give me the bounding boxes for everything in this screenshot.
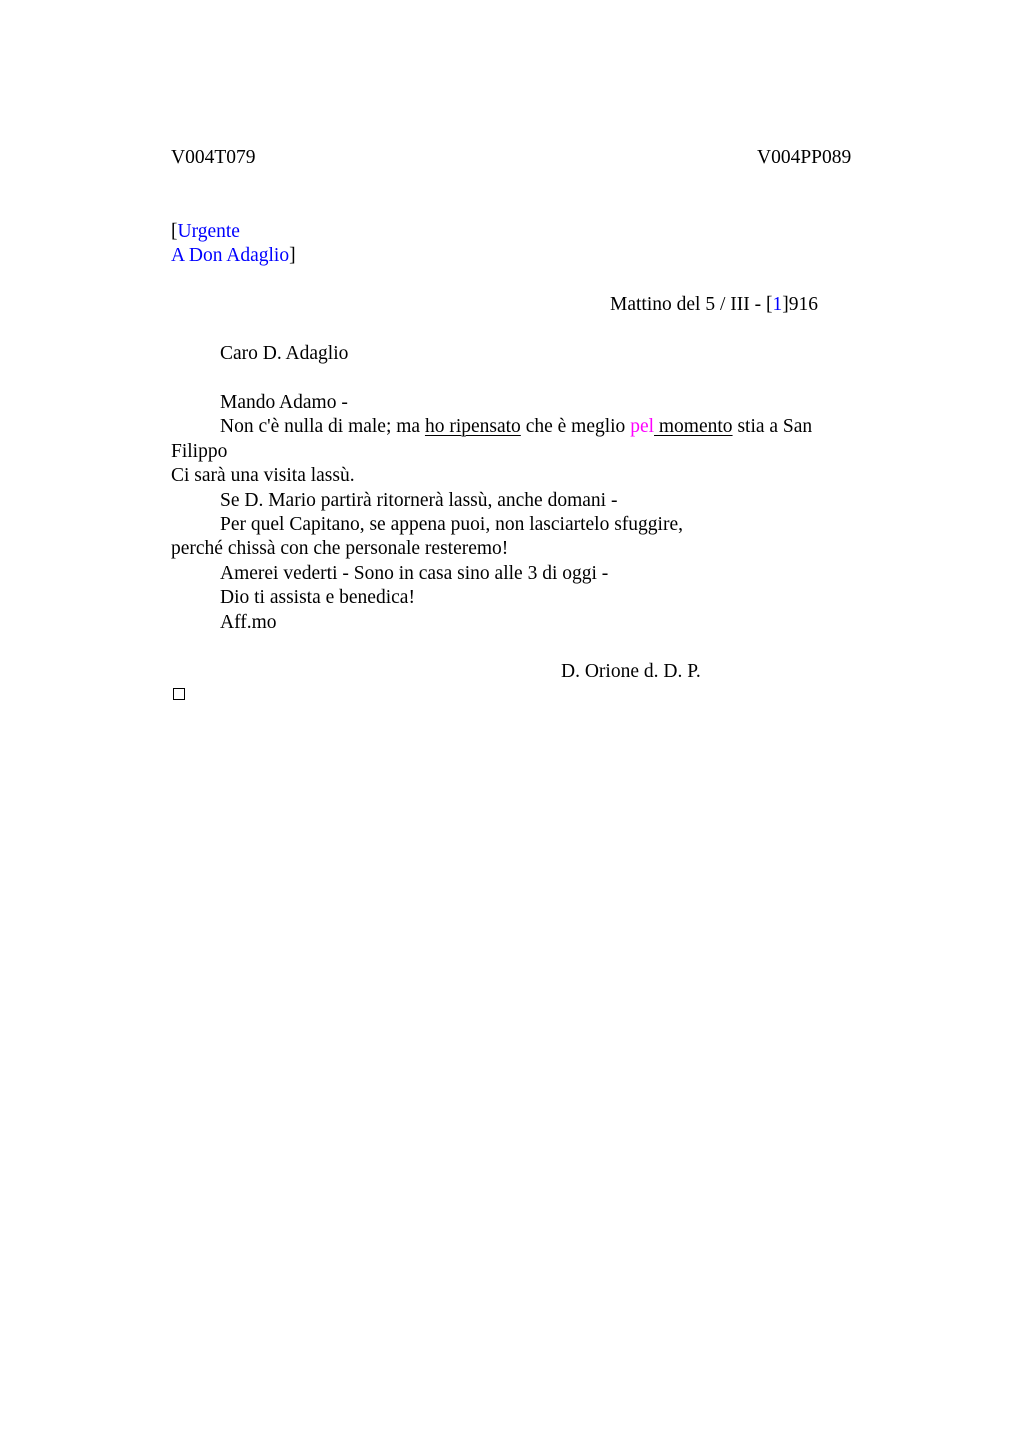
- letter-line-2: [220, 415, 812, 439]
- dateline: [610, 293, 818, 317]
- line2-text-f: stia a San: [732, 416, 813, 437]
- line2-underlined-a: ho ripensato: [424, 416, 521, 437]
- dateline-century-digit: 1: [772, 294, 783, 315]
- letter-line-3: Filippo: [171, 441, 228, 462]
- volume-code-right: V004PP089: [757, 147, 852, 168]
- dateline-suffix: ]916: [782, 294, 818, 315]
- letter-line-9: Dio ti assista e benedica!: [220, 587, 415, 608]
- volume-code-left: V004T079: [171, 147, 256, 168]
- letter-line-5: Se D. Mario partirà ritornerà lassù, anche domani -: [220, 490, 618, 511]
- dateline-prefix: Mattino del 5 / III - [: [610, 294, 773, 315]
- letter-line-7: perché chissà con che personale resteremo!: [171, 538, 509, 559]
- urgent-label: Urgente: [177, 221, 240, 242]
- empty-square-icon: [173, 688, 185, 700]
- salutation: Caro D. Adaglio: [220, 343, 349, 364]
- bracket-open: [: [171, 221, 178, 242]
- line2-underlined-b: momento: [654, 416, 733, 437]
- line2-variant-word: pel: [630, 416, 655, 437]
- letter-line-4: Ci sarà una visita lassù.: [171, 465, 355, 486]
- bracket-close: ]: [289, 245, 296, 266]
- editorial-note-urgent: [171, 220, 240, 244]
- letter-line-6: Per quel Capitano, se appena puoi, non lasciartelo sfuggire,: [220, 514, 683, 535]
- line2-text-c: che è meglio: [520, 416, 631, 437]
- signature: D. Orione d. D. P.: [561, 661, 701, 682]
- closing: Aff.mo: [220, 612, 277, 633]
- letter-line-8: Amerei vederti - Sono in casa sino alle 3 di oggi -: [220, 563, 609, 584]
- letter-line-1: Mando Adamo -: [220, 392, 348, 413]
- recipient-label: A Don Adaglio: [171, 245, 290, 266]
- editorial-note-recipient: [171, 244, 296, 268]
- line2-text-a: Non c'è nulla di male; ma: [220, 416, 425, 437]
